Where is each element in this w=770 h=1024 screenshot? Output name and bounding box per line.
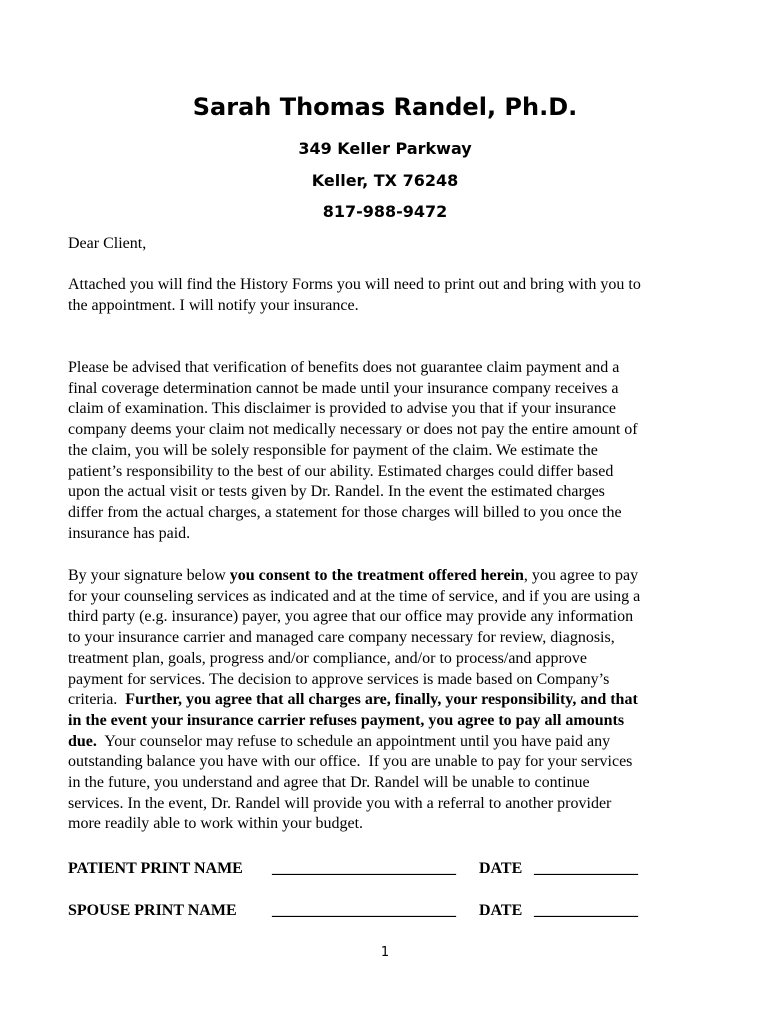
paragraph-line: final coverage determination cannot be made until your insurance company receives a <box>68 379 619 397</box>
patient-print-name-label: PATIENT PRINT NAME <box>68 860 243 877</box>
paragraph-consent <box>68 566 708 835</box>
consent-text: criteria. <box>68 691 126 709</box>
greeting-text: Dear Client, <box>68 235 147 252</box>
paragraph-line: payment for services. The decision to approve services is made based on Company’s <box>68 670 610 688</box>
paragraph-line: upon the actual visit or tests given by Dr. Randel. In the event the estimated charges <box>68 483 605 501</box>
consent-text: , you agree to pay <box>523 567 639 584</box>
paragraph-line: claim of examination. This disclaimer is provided to advise you that if your insurance <box>68 400 617 418</box>
spouse-date-blank[interactable]: _____________ <box>534 902 638 919</box>
paragraph-line <box>68 566 708 587</box>
paragraph-line: Please be advised that verification of benefits does not guarantee claim payment and a <box>68 359 620 376</box>
greeting <box>68 234 708 255</box>
paragraph-line: insurance has paid. <box>68 524 191 542</box>
spouse-print-name-label: SPOUSE PRINT NAME <box>68 902 237 919</box>
patient-date-blank[interactable]: _____________ <box>534 860 638 877</box>
letterhead-address-line1: 349 Keller Parkway <box>298 139 472 158</box>
paragraph-line: outstanding balance you have with our office. If you are unable to pay for your services <box>68 753 633 771</box>
consent-bold-text: you consent to the treatment offered herein <box>229 567 524 584</box>
paragraph-line: more readily able to work within your budget. <box>68 815 364 833</box>
consent-bold-text: in the event your insurance carrier refuses payment, you agree to pay all amounts <box>68 711 625 729</box>
paragraph-line: patient’s responsibility to the best of our ability. Estimated charges could differ based <box>68 462 614 480</box>
letterhead-phone: 817-988-9472 <box>322 202 448 221</box>
paragraph-line: Attached you will find the History Forms you will need to print out and bring with you to <box>68 276 641 293</box>
consent-bold-text: Further, you agree that all charges are, finally, your responsibility, and that <box>125 691 638 709</box>
paragraph-line: the appointment. I will notify your insurance. <box>68 296 359 314</box>
spouse-name-blank[interactable]: _______________________ <box>272 902 456 919</box>
paragraph-benefits-disclaimer <box>68 358 708 544</box>
paragraph-line <box>68 711 708 732</box>
paragraph-line <box>68 732 708 753</box>
paragraph-line: for your counseling services as indicated and at the time of service, and if you are using a <box>68 587 641 605</box>
paragraph-line: the claim, you will be solely responsible for payment of the claim. We estimate the <box>68 441 598 459</box>
letterhead-name: Sarah Thomas Randel, Ph.D. <box>192 93 578 121</box>
paragraph-line <box>68 690 708 711</box>
consent-text: Your counselor may refuse to schedule an appointment until you have paid any <box>96 732 611 750</box>
paragraph-line: to your insurance carrier and managed care company necessary for review, diagnosis, <box>68 629 615 647</box>
paragraph-line: treatment plan, goals, progress and/or compliance, and/or to process/and approve <box>68 649 587 667</box>
paragraph-line: services. In the event, Dr. Randel will provide you with a referral to another provider <box>68 794 612 812</box>
paragraph-line: differ from the actual charges, a statement for those charges will billed to you once the <box>68 503 622 521</box>
letterhead-address-line2: Keller, TX 76248 <box>311 171 459 190</box>
paragraph-line: third party (e.g. insurance) payer, you agree that our office may provide any information <box>68 608 634 626</box>
consent-text: By your signature below <box>68 567 230 584</box>
paragraph-line: company deems your claim not medically necessary or does not pay the entire amount of <box>68 421 638 439</box>
consent-bold-text: due. <box>68 732 97 750</box>
page-number: 1 <box>380 945 390 960</box>
paragraph-forms-notice <box>68 275 708 316</box>
paragraph-line: in the future, you understand and agree that Dr. Randel will be unable to continue <box>68 774 590 792</box>
spouse-date-label: DATE <box>479 902 523 919</box>
patient-date-label: DATE <box>479 860 523 877</box>
patient-name-blank[interactable]: _______________________ <box>272 860 456 877</box>
